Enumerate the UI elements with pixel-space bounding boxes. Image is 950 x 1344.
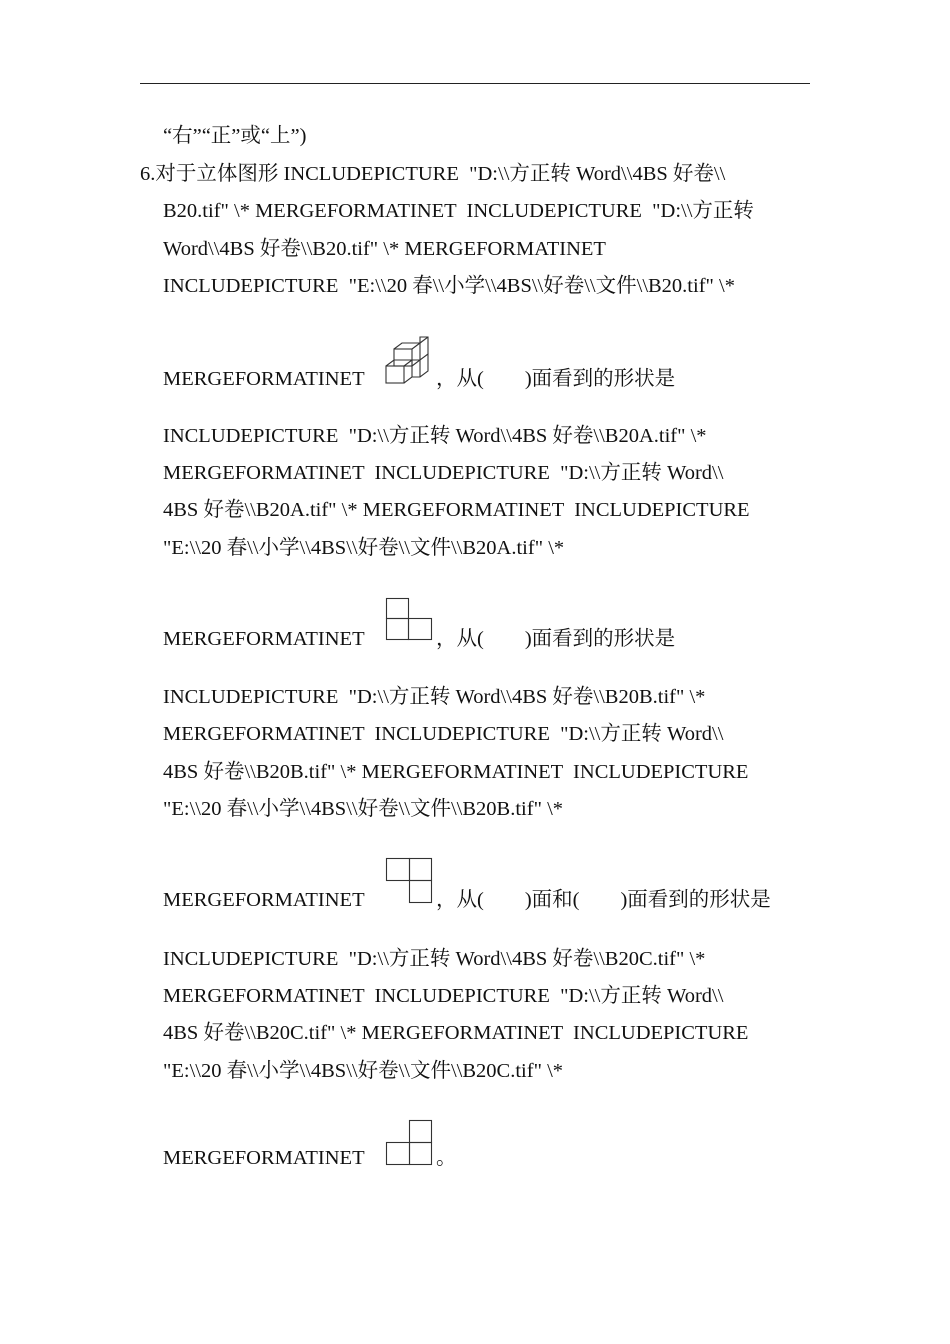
view-c-line-2: MERGEFORMATINET INCLUDEPICTURE "D:\\方正转 Word\\ <box>163 985 724 1007</box>
question-text-line-2: B20.tif" \* MERGEFORMATINET INCLUDEPICTURE "D:\\方正转 <box>163 200 754 222</box>
view-c-caption-prefix: MERGEFORMATINET <box>163 1147 365 1169</box>
view-b-caption-suffix: ，从( )面和( )面看到的形状是 <box>436 889 771 911</box>
view-c-line-4: "E:\\20 春\\小学\\4BS\\好卷\\文件\\B20C.tif" \* <box>163 1060 564 1082</box>
view-a-line-4: "E:\\20 春\\小学\\4BS\\好卷\\文件\\B20A.tif" \* <box>163 537 565 559</box>
header-rule <box>140 83 810 84</box>
view-b-line-4: "E:\\20 春\\小学\\4BS\\好卷\\文件\\B20B.tif" \* <box>163 798 564 820</box>
view-a-line-2: MERGEFORMATINET INCLUDEPICTURE "D:\\方正转 Word\\ <box>163 462 724 484</box>
view-c-caption-suffix: 。 <box>436 1147 457 1169</box>
view-a-figure-icon <box>386 598 434 642</box>
question-text-line-3: Word\\4BS 好卷\\B20.tif" \* MERGEFORMATINET <box>163 238 606 260</box>
solid-caption-suffix: ，从( )面看到的形状是 <box>436 368 676 390</box>
question-text-line-1: 6.对于立体图形 INCLUDEPICTURE "D:\\方正转 Word\\4BS 好卷\\ <box>140 163 726 185</box>
view-a-caption-suffix: ，从( )面看到的形状是 <box>436 628 676 650</box>
view-b-caption-prefix: MERGEFORMATINET <box>163 889 365 911</box>
view-a-line-3: 4BS 好卷\\B20A.tif" \* MERGEFORMATINET INCLUDEPICTURE <box>163 499 750 521</box>
solid-figure-icon <box>384 334 432 386</box>
solid-caption-prefix: MERGEFORMATINET <box>163 368 365 390</box>
view-b-line-2: MERGEFORMATINET INCLUDEPICTURE "D:\\方正转 Word\\ <box>163 723 724 745</box>
view-b-line-1: INCLUDEPICTURE "D:\\方正转 Word\\4BS 好卷\\B20B.tif" \* <box>163 686 706 708</box>
view-a-caption-prefix: MERGEFORMATINET <box>163 628 365 650</box>
intro-line: “右”“正”或“上”) <box>163 125 307 147</box>
question-text-line-4: INCLUDEPICTURE "E:\\20 春\\小学\\4BS\\好卷\\文件\\B20.tif" \* <box>163 275 735 297</box>
view-c-figure-icon <box>386 1120 434 1166</box>
view-b-line-3: 4BS 好卷\\B20B.tif" \* MERGEFORMATINET INCLUDEPICTURE <box>163 761 749 783</box>
question-number: 6. <box>140 163 156 185</box>
view-c-line-3: 4BS 好卷\\B20C.tif" \* MERGEFORMATINET INCLUDEPICTURE <box>163 1022 749 1044</box>
view-c-line-1: INCLUDEPICTURE "D:\\方正转 Word\\4BS 好卷\\B20C.tif" \* <box>163 948 706 970</box>
view-b-figure-icon <box>386 858 434 904</box>
view-a-line-1: INCLUDEPICTURE "D:\\方正转 Word\\4BS 好卷\\B20A.tif" \* <box>163 425 707 447</box>
